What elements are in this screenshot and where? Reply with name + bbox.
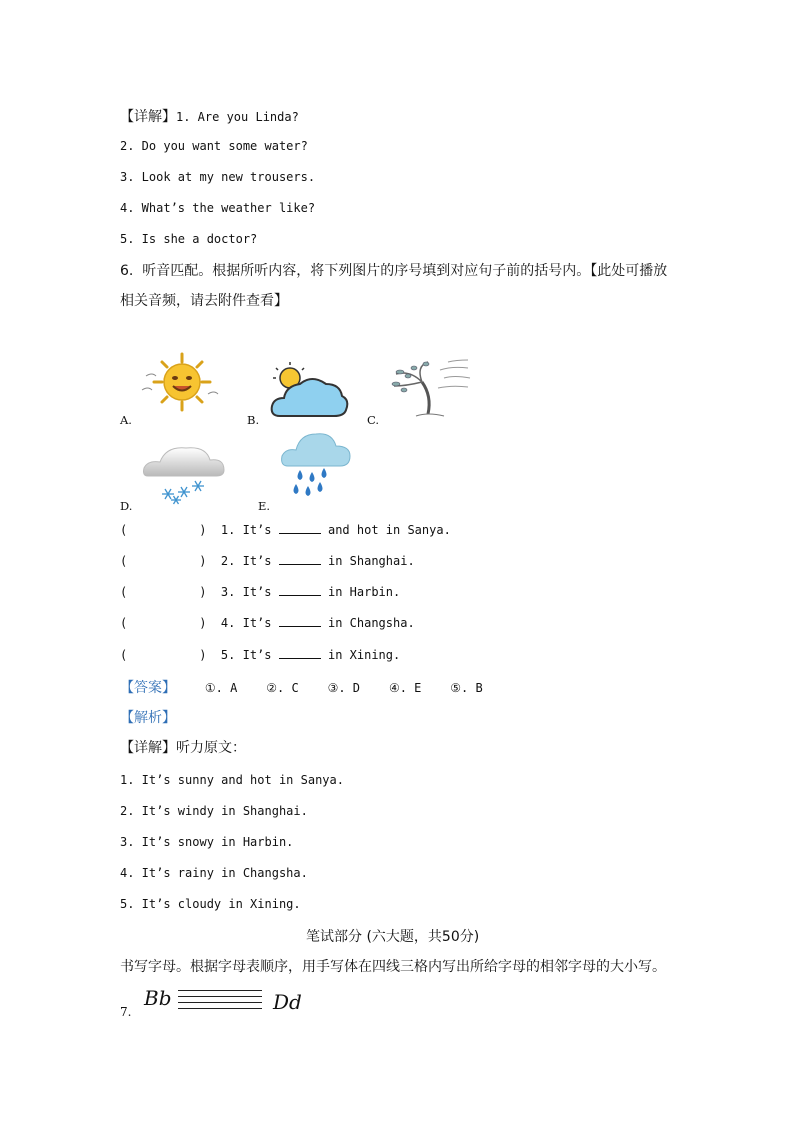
detail-line-3: 3. Look at my new trousers. — [120, 170, 316, 184]
windy-tree-icon — [388, 356, 476, 422]
section-title: 笔试部分 (六大题，共50分) — [306, 929, 480, 945]
rain-cloud-icon — [278, 428, 354, 504]
answer-line: 【答案】 ①. A ②. C ③. D ④. E ⑤. B — [120, 680, 483, 696]
transcript-line-5: 5. It’s cloudy in Xining. — [120, 897, 301, 911]
q6-item-2: ( ) 2. It’s in Shanghai. — [120, 554, 415, 568]
detail-line-5: 5. Is she a doctor? — [120, 232, 258, 246]
transcript-line-4: 4. It’s rainy in Changsha. — [120, 866, 308, 880]
q7-number: 7. — [120, 1005, 132, 1019]
q7-left-letters: Bb — [144, 986, 172, 1010]
transcript-line-2: 2. It’s windy in Shanghai. — [120, 804, 308, 818]
detail-line-2: 2. Do you want some water? — [120, 139, 308, 153]
detail-tag: 【详解】 — [120, 109, 176, 125]
q6-item-3: ( ) 3. It’s in Harbin. — [120, 585, 401, 599]
sun-cloud-icon — [268, 360, 350, 424]
q6-instruction-line1: 6. 听音匹配。根据所听内容，将下列图片的序号填到对应句子前的括号内。【此处可播放 — [120, 263, 668, 279]
q7-right-letters: Dd — [273, 990, 302, 1014]
detail-line-4: 4. What’s the weather like? — [120, 201, 316, 215]
answer-blank[interactable] — [279, 584, 321, 596]
image-label-c: C. — [367, 413, 380, 427]
answer-tag: 【答案】 — [120, 680, 176, 696]
image-label-d: D. — [120, 499, 133, 513]
snow-cloud-icon — [140, 438, 230, 512]
q6-instruction-line2: 相关音频，请去附件查看】 — [120, 293, 288, 309]
written-instruction: 书写字母。根据字母表顺序，用手写体在四线三格内写出所给字母的相邻字母的大小写。 — [120, 959, 666, 975]
detail-line-1: 【详解】1. Are you Linda? — [120, 109, 299, 125]
answer-blank[interactable] — [279, 553, 321, 565]
transcript-line-3: 3. It’s snowy in Harbin. — [120, 835, 294, 849]
q6-item-5: ( ) 5. It’s in Xining. — [120, 648, 401, 662]
image-label-a: A. — [120, 413, 132, 427]
answer-blank[interactable] — [279, 522, 321, 534]
q6-item-1: ( ) 1. It’s and hot in Sanya. — [120, 523, 451, 537]
transcript-line-1: 1. It’s sunny and hot in Sanya. — [120, 773, 344, 787]
image-label-e: E. — [258, 499, 271, 513]
sun-icon — [140, 350, 224, 418]
answer-blank[interactable] — [279, 615, 321, 627]
q6-item-4: ( ) 4. It’s in Changsha. — [120, 616, 415, 630]
analysis-tag: 【解析】 — [120, 710, 176, 726]
answer-blank[interactable] — [279, 647, 321, 659]
detail-title: 【详解】听力原文： — [120, 740, 246, 756]
four-line-grid[interactable] — [178, 990, 262, 1012]
image-label-b: B. — [247, 413, 260, 427]
